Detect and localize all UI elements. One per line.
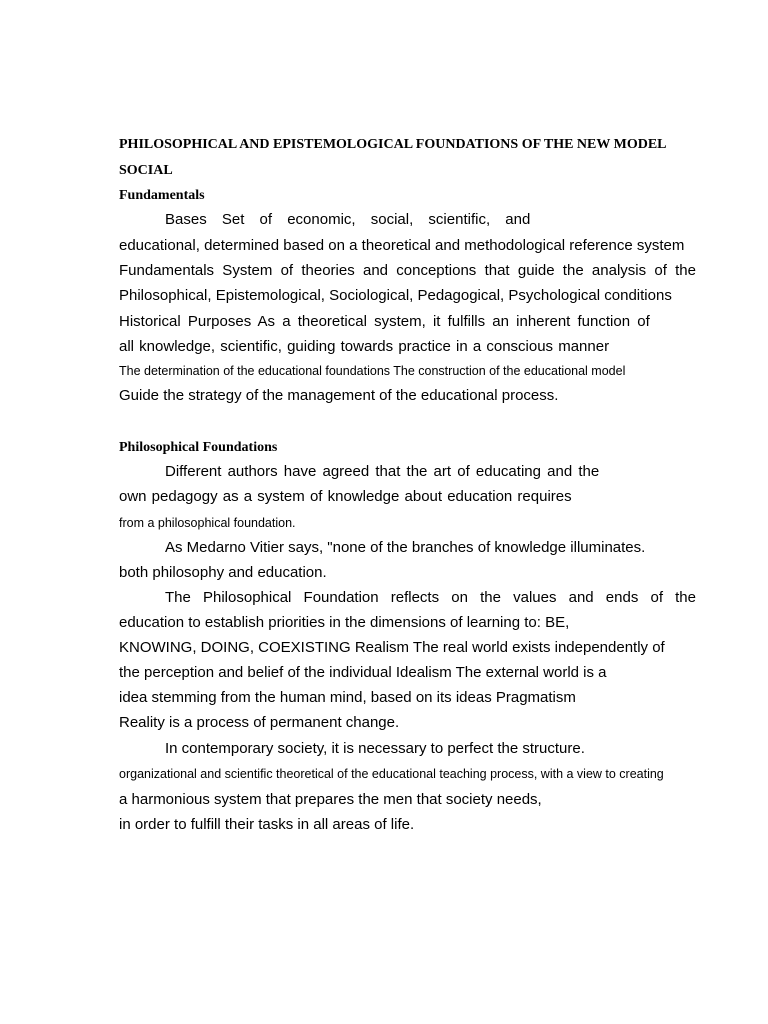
paragraph-line: As Medarno Vitier says, "none of the branches of knowledge illuminates.	[165, 539, 646, 556]
paragraph-line: both philosophy and education.	[119, 564, 327, 581]
paragraph-line: KNOWING, DOING, COEXISTING Realism The real world exists independently of	[119, 639, 665, 656]
paragraph-line: Guide the strategy of the management of the educational process.	[119, 387, 559, 404]
paragraph-line: The Philosophical Foundation reflects on the values and ends of the	[165, 589, 696, 606]
paragraph-line: Philosophical, Epistemological, Sociological, Pedagogical, Psychological conditions	[119, 287, 672, 304]
paragraph-line: the perception and belief of the individual Idealism The external world is a	[119, 664, 607, 681]
document-title-line-2: SOCIAL	[119, 163, 173, 178]
paragraph-line: idea stemming from the human mind, based on its ideas Pragmatism	[119, 689, 576, 706]
paragraph-line: from a philosophical foundation.	[119, 516, 296, 530]
section-heading-philosophical-foundations: Philosophical Foundations	[119, 440, 278, 455]
paragraph-line: in order to fulfill their tasks in all areas of life.	[119, 816, 415, 833]
paragraph-line: Reality is a process of permanent change.	[119, 714, 400, 731]
paragraph-line: all knowledge, scientific, guiding towards practice in a conscious manner	[119, 338, 610, 355]
paragraph-line: education to establish priorities in the dimensions of learning to: BE,	[119, 614, 570, 631]
paragraph-line: Different authors have agreed that the art of educating and the	[165, 463, 600, 480]
document-title-line-1: PHILOSOPHICAL AND EPISTEMOLOGICAL FOUNDATIONS OF THE NEW MODEL	[119, 137, 667, 152]
section-heading-fundamentals: Fundamentals	[119, 188, 205, 203]
paragraph-line: educational, determined based on a theoretical and methodological reference system	[119, 237, 685, 254]
paragraph-line: Historical Purposes As a theoretical system, it fulfills an inherent function of	[119, 313, 650, 330]
paragraph-line: a harmonious system that prepares the men that society needs,	[119, 791, 542, 808]
paragraph-line: own pedagogy as a system of knowledge about education requires	[119, 488, 572, 505]
paragraph-line: The determination of the educational foundations The construction of the educational model	[119, 364, 626, 378]
paragraph-line: In contemporary society, it is necessary to perfect the structure.	[165, 740, 585, 757]
paragraph-line: Fundamentals System of theories and conceptions that guide the analysis of the	[119, 262, 696, 279]
paragraph-line: Bases Set of economic, social, scientific, and	[165, 211, 531, 228]
paragraph-line: organizational and scientific theoretical of the educational teaching process, with a view to creating	[119, 767, 664, 781]
